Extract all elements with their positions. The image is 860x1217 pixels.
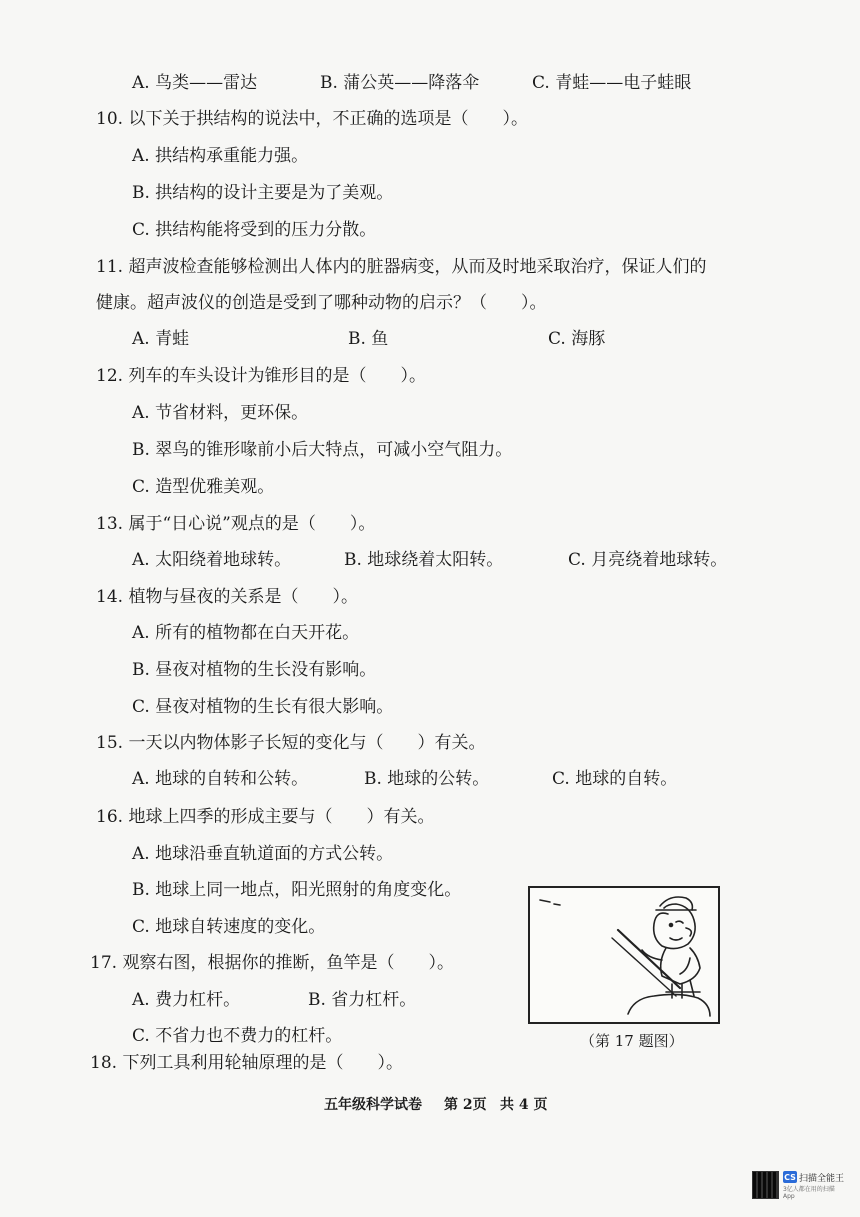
scanner-watermark-text [783,1171,844,1200]
q15-option-a: A. 地球的自转和公转。 [132,769,309,789]
q16-option-a: A. 地球沿垂直轨道面的方式公转。 [132,844,394,864]
q11-options [0,328,860,350]
q11-option-c: C. 海豚 [548,329,606,349]
scanner-watermark [752,1168,844,1202]
q13-option-b: B. 地球绕着太阳转。 [344,550,504,570]
q15-stem: 15. 一天以内物体影子长短的变化与（ ）有关。 [96,733,486,753]
fisherman-drawing-icon [530,888,718,1022]
q17-figure-caption: （第 17 题图） [580,1032,684,1050]
q16-option-b: B. 地球上同一地点，阳光照射的角度变化。 [132,880,462,900]
q10-stem: 10. 以下关于拱结构的说法中，不正确的选项是（ ）。 [96,109,528,129]
q13-option-a: A. 太阳绕着地球转。 [132,550,292,570]
q9-option-a: A. 鸟类——雷达 [132,73,258,93]
q9-options [0,72,860,94]
q17-option-a: A. 费力杠杆。 [132,990,241,1010]
q17-option-c: C. 不省力也不费力的杠杆。 [132,1026,343,1046]
q10-option-c: C. 拱结构能将受到的压力分散。 [132,220,377,240]
q9-option-b: B. 蒲公英——降落伞 [320,73,480,93]
q14-option-b: B. 昼夜对植物的生长没有影响。 [132,660,377,680]
footer-total: 共 4 页 [500,1097,548,1113]
q16-stem: 16. 地球上四季的形成主要与（ ）有关。 [96,807,435,827]
scanner-app-name: 扫描全能王 [798,1173,844,1184]
q17-figure [528,886,720,1024]
qr-code-icon [752,1171,779,1199]
q13-options [0,549,860,571]
q12-option-a: A. 节省材料，更环保。 [132,403,309,423]
q11-option-a: A. 青蛙 [132,329,190,349]
q17-stem: 17. 观察右图，根据你的推断，鱼竿是（ ）。 [90,953,454,973]
q11-stem-line1: 11. 超声波检查能够检测出人体内的脏器病变，从而及时地采取治疗，保证人们的 [96,257,707,277]
q18-stem: 18. 下列工具利用轮轴原理的是（ ）。 [90,1053,403,1073]
q14-option-a: A. 所有的植物都在白天开花。 [132,623,360,643]
q14-option-c: C. 昼夜对植物的生长有很大影响。 [132,697,394,717]
camscanner-logo-icon: CS [784,1172,796,1182]
q11-stem-line2: 健康。超声波仪的创造是受到了哪种动物的启示？（ ）。 [96,293,547,313]
q9-option-c: C. 青蛙——电子蛙眼 [532,73,692,93]
q10-option-b: B. 拱结构的设计主要是为了美观。 [132,183,394,203]
q13-option-c: C. 月亮绕着地球转。 [568,550,728,570]
q10-option-a: A. 拱结构承重能力强。 [132,146,309,166]
q16-option-c: C. 地球自转速度的变化。 [132,917,326,937]
q15-options [0,768,860,790]
q17-option-b: B. 省力杠杆。 [308,990,417,1010]
scanner-app-tagline: 3亿人都在用的扫描App [782,1185,835,1200]
q15-option-b: B. 地球的公转。 [364,769,490,789]
q17-options-row1 [0,989,520,1011]
footer-subject: 五年级科学试卷 [324,1097,422,1113]
q15-option-c: C. 地球的自转。 [552,769,678,789]
footer-page: 第 2页 [444,1097,487,1113]
q11-option-b: B. 鱼 [348,329,389,349]
q13-stem: 13. 属于“日心说”观点的是（ ）。 [96,514,376,534]
q12-option-c: C. 造型优雅美观。 [132,477,275,497]
q12-stem: 12. 列车的车头设计为锥形目的是（ ）。 [96,366,426,386]
q14-stem: 14. 植物与昼夜的关系是（ ）。 [96,587,358,607]
q12-option-b: B. 翠鸟的锥形喙前小后大特点，可减小空气阻力。 [132,440,513,460]
